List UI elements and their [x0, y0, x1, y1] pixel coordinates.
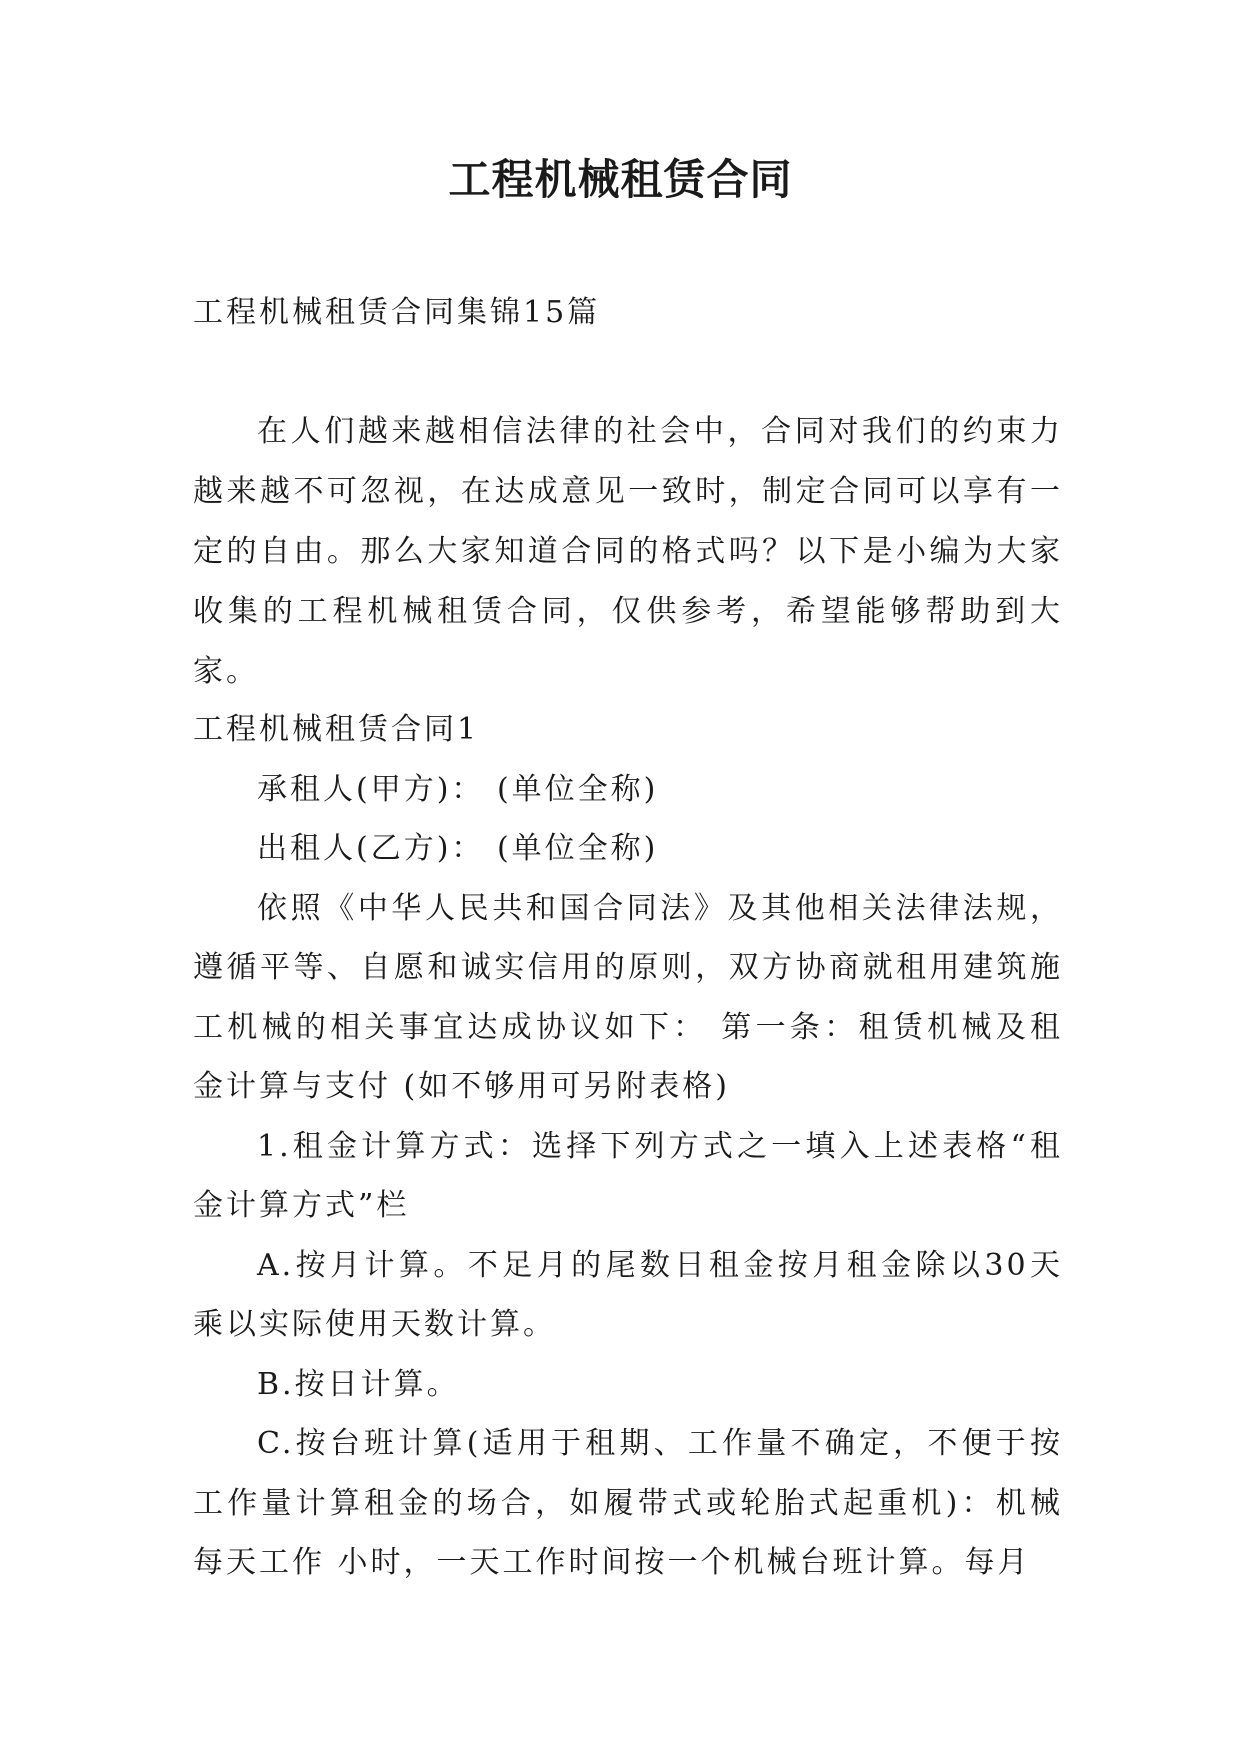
item-c-paragraph: C.按台班计算(适用于租期、工作量不确定，不便于按工作量计算租金的场合，如履带式或轮胎式起重机)：机械每天工作 小时，一天工作时间按一个机械台班计算。每月 — [193, 1426, 1063, 1580]
intro-paragraph: 在人们越来越相信法律的社会中，合同对我们的约束力越来越不可忽视，在达成意见一致时，制定合同可以享有一定的自由。那么大家知道合同的格式吗？以下是小编为大家收集的工程机械租赁合同，仅供参考，希望能够帮助到大家。 — [193, 414, 1063, 689]
item-b-paragraph: B.按日计算。 — [257, 1366, 460, 1402]
document-subtitle: 工程机械租赁合同集锦15篇 — [193, 295, 601, 330]
lessor-line: 出租人(乙方)： (单位全称) — [257, 831, 659, 866]
item-1-paragraph: 1.租金计算方式：选择下列方式之一填入上述表格“租金计算方式”栏 — [193, 1128, 1063, 1223]
lessee-line: 承租人(甲方)： (单位全称) — [257, 771, 659, 807]
section-1 — [193, 700, 1063, 1593]
document-title: 工程机械租赁合同 — [448, 155, 793, 204]
section-1-heading: 工程机械租赁合同1 — [193, 712, 480, 747]
basis-paragraph: 依照《中华人民共和国合同法》及其他相关法律法规，遵循平等、自愿和诚实信用的原则，双方协商就租用建筑施工机械的相关事宜达成协议如下： 第一条：租赁机械及租金计算与支付 (如不够用可另附表格) — [193, 890, 1063, 1104]
item-a-paragraph: A.按月计算。不足月的尾数日租金按月租金除以30天乘以实际使用天数计算。 — [193, 1247, 1063, 1342]
